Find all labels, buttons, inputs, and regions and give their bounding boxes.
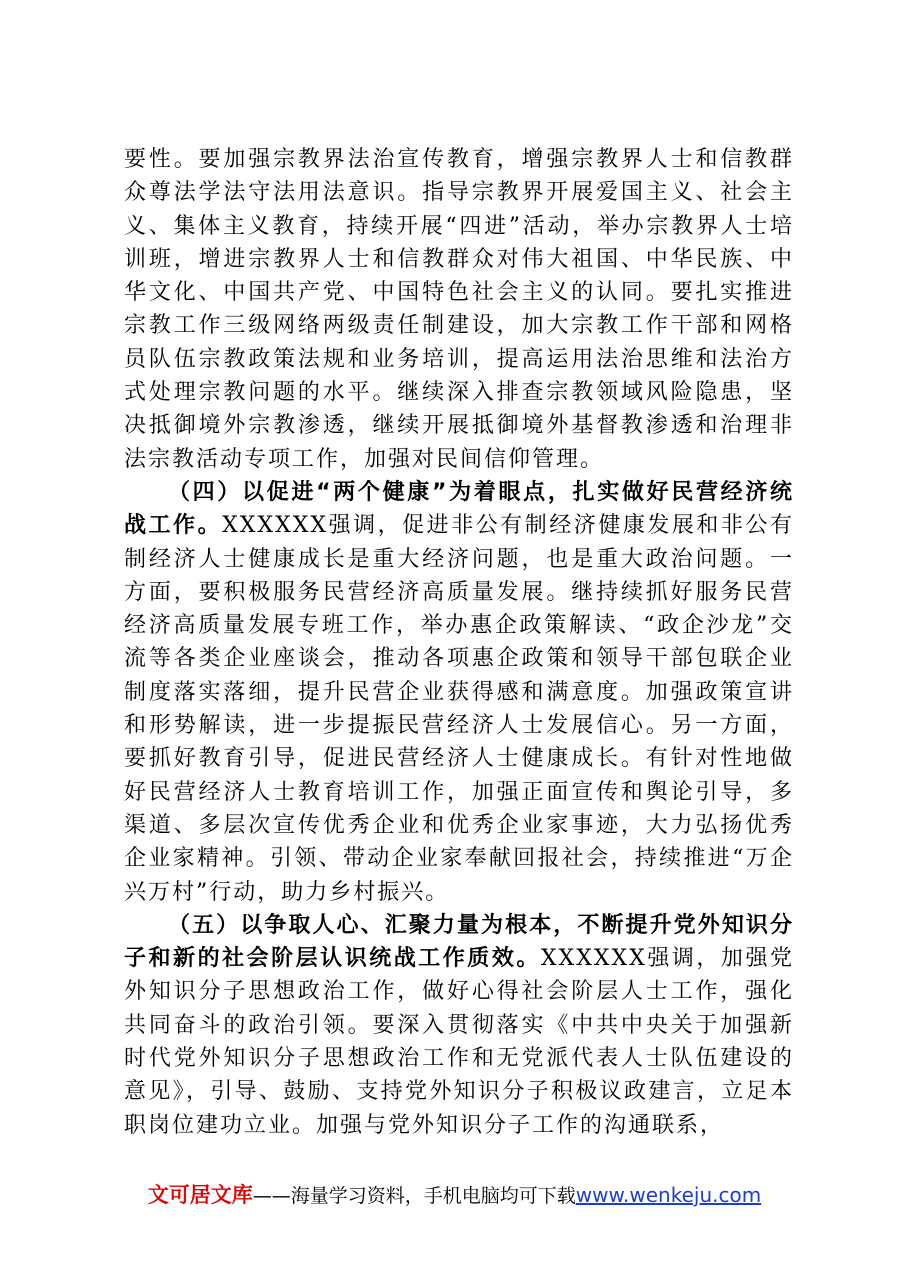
paragraph-text: XXXXXX强调，促进非公有制经济健康发展和非公有制经济人士健康成长是重大经济问题，也是重大政治问题。一方面，要积极服务民营经济高质量发展。继持续抓好服务民营经济高质量发展专班工作，举办惠企政策解读、“政企沙龙”交流等各类企业座谈会，推动各项惠企政策和领导干部包联企业制度落实落细，提升民营企业获得感和满意度。加强政策宣讲和形势解读，进一步提振民营经济人士发展信心。另一方面，要抓好教育引导，促进民营经济人士健康成长。有针对性地做好民营经济人士教育培训工作，加强正面宣传和舆论引导，多渠道、多层次宣传优秀企业和优秀企业家事迹，大力弘扬优秀企业家精神。引领、带动企业家奉献回报社会，持续推进“万企兴万村”行动，助力乡村振兴。 bbox=[124, 513, 794, 905]
footer-slogan: ——海量学习资料，手机电脑均可下载 bbox=[252, 1185, 576, 1207]
document-body bbox=[124, 143, 794, 1142]
footer-banner bbox=[0, 1181, 909, 1210]
footer-brand: 文可居文库 bbox=[147, 1183, 253, 1207]
section-heading-4: （四）以促进“两个健康”为着眼点，扎实做好民营经济统战工作。 bbox=[124, 479, 794, 539]
footer-link[interactable]: www.wenkeju.com bbox=[575, 1183, 762, 1207]
paragraph-continuation bbox=[124, 143, 794, 476]
paragraph-section-5 bbox=[124, 909, 794, 1142]
section-heading-5: （五）以争取人心、汇聚力量为根本，不断提升党外知识分子和新的社会阶层认识统战工作质效。 bbox=[124, 912, 794, 972]
paragraph-text: 要性。要加强宗教界法治宣传教育，增强宗教界人士和信教群众尊法学法守法用法意识。指导宗教界开展爱国主义、社会主义、集体主义教育，持续开展“四进”活动，举办宗教界人士培训班，增进宗教界人士和信教群众对伟大祖国、中华民族、中华文化、中国共产党、中国特色社会主义的认同。要扎实推进宗教工作三级网络两级责任制建设，加大宗教工作干部和网格员队伍宗教政策法规和业务培训，提高运用法治思维和法治方式处理宗教问题的水平。继续深入排查宗教领域风险隐患，坚决抵御境外宗教渗透，继续开展抵御境外基督教渗透和治理非法宗教活动专项工作，加强对民间信仰管理。 bbox=[124, 147, 794, 472]
paragraph-section-4 bbox=[124, 476, 794, 909]
paragraph-text: XXXXXX强调，加强党外知识分子思想政治工作，做好心得社会阶层人士工作，强化共同奋斗的政治引领。要深入贯彻落实《中共中央关于加强新时代党外知识分子思想政治工作和无党派代表人士队伍建设的意见》，引导、鼓励、支持党外知识分子积极议政建言，立足本职岗位建功立业。加强与党外知识分子工作的沟通联系， bbox=[124, 946, 794, 1138]
